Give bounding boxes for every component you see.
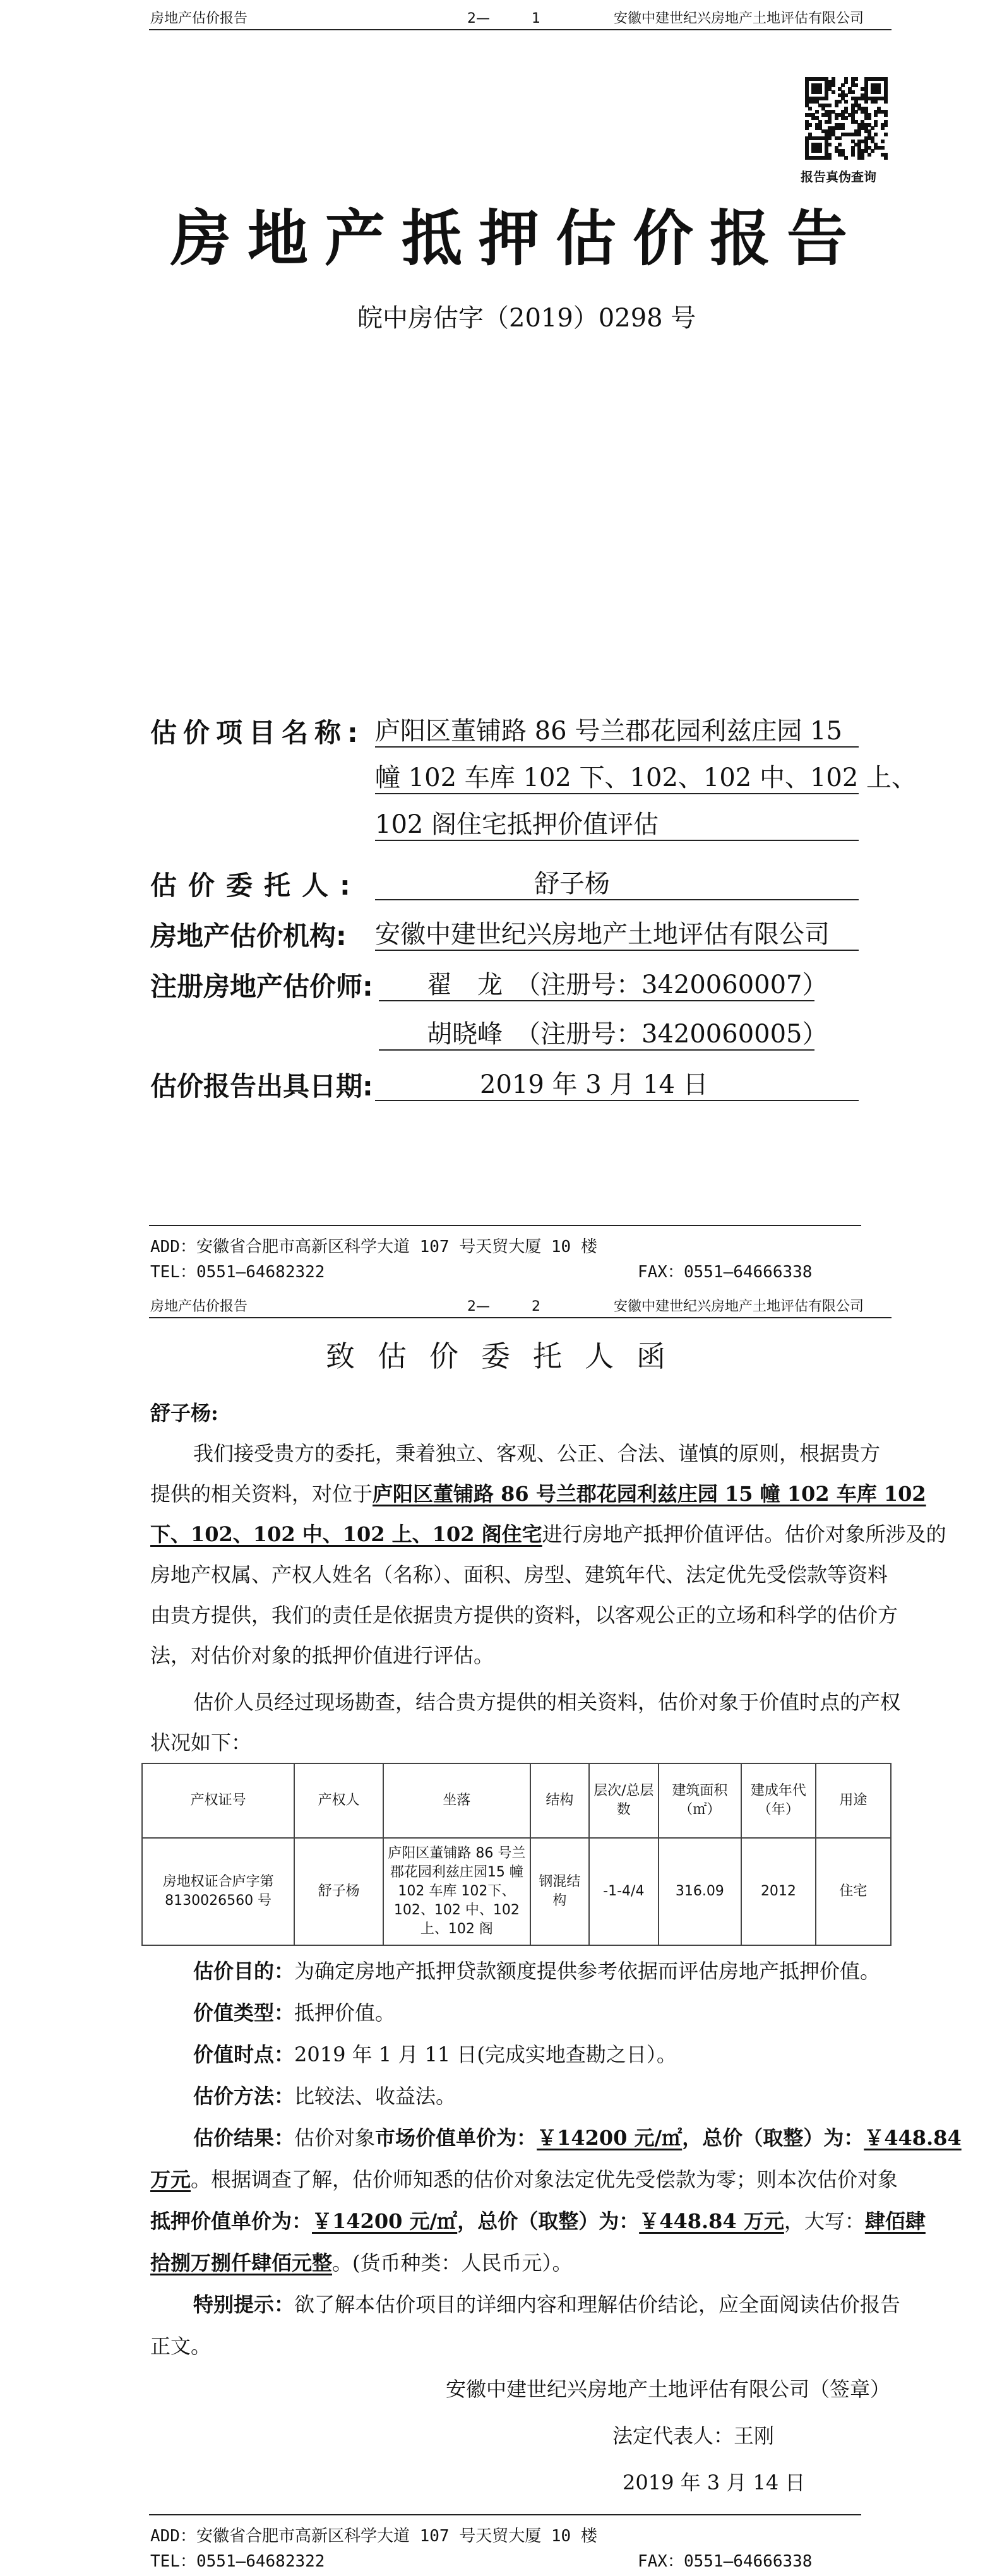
mortgage-total-price: ￥448.84 万元: [639, 2209, 784, 2233]
result-line-1: [193, 2118, 962, 2158]
qr-module: [877, 90, 881, 94]
qr-module: [871, 126, 874, 130]
table-cell: 房地权证合庐字第8130026560 号: [142, 1838, 294, 1945]
qr-module: [874, 100, 878, 104]
total-price: ￥448.84: [864, 2126, 962, 2150]
result-line-4: [150, 2243, 573, 2283]
footer-fax: FAX：0551—64666338: [638, 2552, 813, 2571]
label: 估价目的：: [193, 1959, 295, 1983]
table-header-row: [142, 1763, 891, 1838]
label: 估价结果：: [193, 2126, 295, 2150]
appraiser-2: 胡晓峰 （注册号：3420060005）: [427, 1020, 828, 1049]
client-label: 估价委托人:: [150, 870, 362, 901]
footer-address: ADD：安徽省合肥市高新区科学大道 107 号天贸大厦 10 楼: [150, 2527, 597, 2546]
label: 特别提示：: [193, 2293, 295, 2317]
page-header-right: 安徽中建世纪兴房地产土地评估有限公司: [614, 1299, 864, 1315]
underline: [379, 1000, 814, 1001]
value: 2019 年 1 月 11 日(完成实地查勘之日）。: [294, 2042, 677, 2066]
mortgage-unit-price: ￥14200 元/㎡: [312, 2209, 458, 2233]
page-header-left: 房地产估价报告: [150, 1299, 248, 1315]
page-number: 2— 1: [467, 11, 540, 27]
footer-address: ADD：安徽省合肥市高新区科学大道 107 号天贸大厦 10 楼: [150, 1237, 597, 1256]
issue-date-value: 2019 年 3 月 14 日: [480, 1070, 708, 1099]
qr-module: [828, 104, 832, 107]
underline: [375, 950, 859, 951]
qr-module: [838, 143, 842, 146]
table-cell: 舒子杨: [294, 1838, 383, 1945]
table-header: 建成年代（年）: [741, 1763, 816, 1838]
qr-module: [844, 116, 848, 120]
agency-label: 房地产估价机构:: [150, 921, 347, 951]
total-price-unit: 万元: [150, 2168, 191, 2191]
paragraph-2-line-2: 状况如下：: [150, 1731, 252, 1755]
header-rule: [149, 1317, 892, 1318]
signature-company: 安徽中建世纪兴房地产土地评估有限公司（签章）: [446, 2377, 891, 2401]
table-cell: 2012: [741, 1838, 816, 1945]
text: ，总价（取整）为：: [457, 2209, 640, 2233]
note-line-1: [193, 2284, 900, 2325]
qr-module: [832, 90, 835, 94]
report-title: 房地产抵押估价报告: [170, 203, 864, 274]
property-table: [141, 1763, 892, 1946]
qr-module: [805, 126, 809, 130]
project-name-line-1: 庐阳区董铺路 86 号兰郡花园利兹庄园 15: [375, 717, 842, 746]
project-name-label: 估价项目名称:: [150, 717, 364, 748]
salutation: 舒子杨:: [150, 1401, 218, 1425]
amount-in-words: 肆佰肆: [864, 2209, 926, 2233]
underline: [375, 1100, 859, 1101]
footer-tel: TEL：0551—64682322: [150, 2552, 325, 2571]
qr-module: [841, 83, 845, 87]
qr-module: [844, 100, 848, 104]
qr-module: [851, 90, 855, 94]
value-time-line: [193, 2034, 677, 2075]
report-number: 皖中房估字（2019）0298 号: [357, 304, 696, 333]
text: 抵押价值单价为：: [150, 2209, 313, 2233]
paragraph-2-line-1: 估价人员经过现场勘查，结合贵方提供的相关资料，估价对象于价值时点的产权: [193, 1690, 901, 1714]
table-header: 产权人: [294, 1763, 383, 1838]
footer-rule: [149, 1225, 861, 1226]
label: 价值类型：: [193, 2001, 295, 2025]
qr-module: [871, 149, 874, 153]
footer-rule: [149, 2514, 861, 2515]
table-cell: 住宅: [816, 1838, 891, 1945]
text: ，总价（取整）为：: [682, 2126, 864, 2150]
qr-module: [808, 123, 812, 127]
underline: [375, 899, 859, 900]
qr-module: [874, 123, 878, 127]
underline: [375, 793, 859, 794]
qr-module: [881, 140, 885, 143]
client-value: 舒子杨: [534, 869, 610, 898]
table-row: [142, 1838, 891, 1945]
appraiser-1: 翟 龙 （注册号：3420060007）: [427, 970, 828, 999]
qr-module: [861, 156, 864, 160]
paragraph-1-line-6: 法，对估价对象的抵押价值进行评估。: [150, 1643, 494, 1667]
qr-module: [851, 153, 855, 157]
value: 抵押价值。: [294, 2001, 396, 2025]
property-address: 庐阳区董铺路 86 号兰郡花园利兹庄园 15 幢 102 车库 102: [373, 1482, 926, 1506]
table-header: 建筑面积（㎡）: [659, 1763, 742, 1838]
qr-module: [884, 123, 888, 127]
qr-module: [864, 100, 868, 104]
qr-module: [825, 97, 828, 100]
value: 比较法、收益法。: [294, 2084, 456, 2108]
qr-module: [854, 77, 858, 81]
table-cell: -1-4/4: [589, 1838, 658, 1945]
table-header: 层次/总层数: [589, 1763, 658, 1838]
table-cell: 316.09: [659, 1838, 742, 1945]
qr-module: [868, 116, 871, 120]
value: 欲了解本估价项目的详细内容和理解估价结论，应全面阅读估价报告: [294, 2293, 901, 2317]
qr-module: [815, 110, 819, 114]
paragraph-1-line-2: [150, 1474, 926, 1514]
appraiser-label: 注册房地产估价师:: [150, 971, 373, 1002]
page-number: 2— 2: [467, 1299, 540, 1315]
agency-value: 安徽中建世纪兴房地产土地评估有限公司: [375, 920, 830, 949]
qr-module: [884, 156, 888, 160]
qr-module: [857, 133, 861, 136]
qr-module: [828, 143, 832, 146]
qr-module: [854, 110, 858, 114]
header-rule: [149, 29, 892, 30]
letter-title: 致估价委托人函: [326, 1339, 688, 1373]
paragraph-1-line-1: 我们接受贵方的委托，秉着独立、客观、公正、合法、谨慎的原则，根据贵方: [193, 1441, 881, 1465]
unit-price: ￥14200 元/㎡: [537, 2126, 683, 2150]
property-address-cont: 下、102、102 中、102 上、102 阁住宅: [150, 1522, 542, 1546]
amount-in-words-cont: 拾捌万捌仟肆佰元整: [150, 2251, 333, 2275]
project-name-line-2: 幢 102 车库 102 下、102、102 中、102 上、: [375, 763, 917, 792]
project-name-line-3: 102 阁住宅抵押价值评估: [375, 810, 659, 839]
qr-module: [808, 107, 812, 110]
qr-module: [838, 100, 842, 104]
qr-module: [874, 113, 878, 117]
qr-module: [881, 146, 885, 150]
table-header: 用途: [816, 1763, 891, 1838]
qr-module: [884, 133, 888, 136]
signature-date: 2019 年 3 月 14 日: [623, 2471, 806, 2495]
label: 价值时点：: [193, 2042, 295, 2066]
table-cell: 庐阳区董铺路 86 号兰郡花园利兹庄园15 幢 102 车库 102下、102、102 中、102 上、102 阁: [383, 1838, 530, 1945]
qr-module: [884, 100, 888, 104]
qr-module: [828, 136, 832, 140]
table-header: 结构: [530, 1763, 589, 1838]
text: 。根据调查了解，估价师知悉的估价对象法定优先受偿款为零；则本次估价对象: [191, 2168, 898, 2191]
qr-module: [854, 83, 858, 87]
method-line: [193, 2076, 456, 2116]
qr-module: [881, 126, 885, 130]
qr-module: [828, 156, 832, 160]
qr-code-icon[interactable]: [805, 77, 887, 159]
table-header: 坐落: [383, 1763, 530, 1838]
text: 提供的相关资料，对位于: [150, 1482, 373, 1506]
paragraph-1-line-3: [150, 1514, 946, 1554]
qr-module: [818, 90, 822, 94]
page-header-right: 安徽中建世纪兴房地产土地评估有限公司: [614, 11, 864, 27]
qr-module: [874, 133, 878, 136]
qr-module: [828, 120, 832, 124]
qr-module: [844, 80, 848, 84]
text: 进行房地产抵押价值评估。估价对象所涉及的: [542, 1522, 946, 1546]
table-header: 产权证号: [142, 1763, 294, 1838]
signature-representative: 法定代表人：王刚: [612, 2424, 775, 2448]
qr-module: [868, 153, 871, 157]
issue-date-label: 估价报告出具日期:: [150, 1071, 373, 1102]
qr-module: [832, 83, 835, 87]
text: ，大写：: [784, 2209, 865, 2233]
qr-module: [835, 116, 838, 120]
text: 。(货币种类：人民币元）。: [332, 2251, 573, 2275]
underline: [375, 840, 859, 841]
text: 估价对象: [294, 2126, 376, 2150]
qr-caption: 报告真伪查询: [801, 169, 876, 184]
paragraph-1-line-4: 房地产权属、产权人姓名（名称）、面积、房型、建筑年代、法定优先受偿款等资料: [150, 1563, 888, 1587]
value-type-line: [193, 1993, 395, 2033]
footer-tel: TEL：0551—64682322: [150, 1263, 325, 1282]
page-header-left: 房地产估价报告: [150, 11, 248, 27]
value: 为确定房地产抵押贷款额度提供参考依据而评估房地产抵押价值。: [294, 1959, 881, 1983]
result-line-3: [150, 2201, 926, 2241]
result-line-2: [150, 2159, 898, 2200]
underline: [379, 1049, 814, 1051]
qr-module: [838, 136, 842, 140]
qr-module: [844, 93, 848, 97]
label: 估价方法：: [193, 2084, 295, 2108]
qr-module: [844, 156, 848, 160]
footer-fax: FAX：0551—64666338: [638, 1263, 813, 1282]
underline: [375, 746, 859, 748]
text: 市场价值单价为：: [375, 2126, 537, 2150]
purpose-line: [193, 1951, 880, 1991]
qr-module: [884, 113, 888, 117]
note-line-2: 正文。: [150, 2334, 212, 2358]
qr-module: [818, 149, 822, 153]
qr-module: [835, 104, 838, 107]
qr-module: [841, 126, 845, 130]
paragraph-1-line-5: 由贵方提供，我们的责任是依据贵方提供的资料，以客观公正的立场和科学的估价方: [150, 1603, 898, 1627]
table-cell: 钢混结构: [530, 1838, 589, 1945]
